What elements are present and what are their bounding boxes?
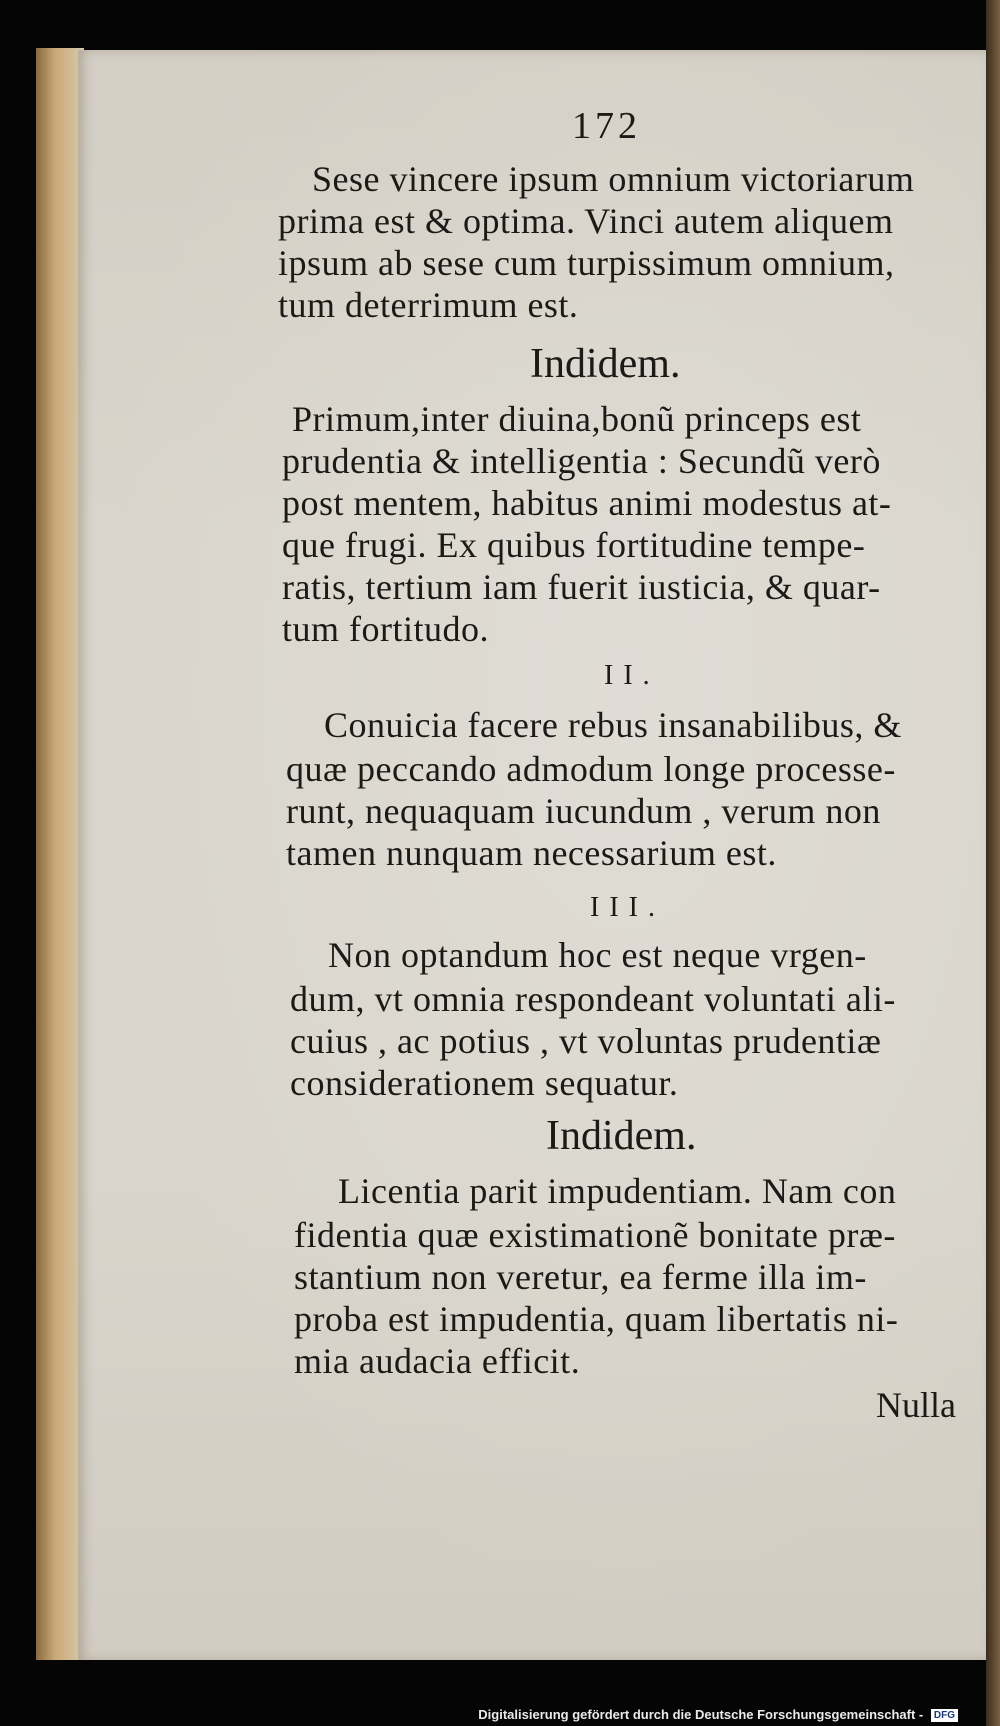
text-line: proba est impudentia, quam libertatis ni- [294, 1299, 899, 1339]
section-numeral: II. [604, 660, 660, 691]
section-heading: Indidem. [546, 1113, 697, 1159]
text-line: que frugi. Ex quibus fortitudine tempe- [282, 525, 866, 565]
book-edge-left [36, 48, 84, 1660]
text-line: stantium non veretur, ea ferme illa im- [294, 1257, 867, 1297]
text-line: tum deterrimum est. [278, 285, 579, 325]
catchword: Nulla [876, 1385, 956, 1425]
text-line: cuius , ac potius , vt voluntas prudentiæ [290, 1021, 882, 1061]
section-numeral: III. [590, 892, 665, 923]
text-line: tum fortitudo. [282, 609, 489, 649]
text-line: considerationem sequatur. [290, 1063, 679, 1103]
dfg-logo: DFG [931, 1709, 958, 1722]
digitization-credit [0, 1707, 1000, 1722]
text-line: dum, vt omnia respondeant voluntati ali- [290, 979, 896, 1019]
text-line: tamen nunquam necessarium est. [286, 833, 777, 873]
text-line: Conuicia facere rebus insanabilibus, & [324, 705, 902, 745]
text-line: prudentia & intelligentia : Secundũ verò [282, 441, 881, 481]
text-line: quæ peccando admodum longe processe- [286, 749, 896, 789]
text-line: Sese vincere ipsum omnium victoriarum [312, 159, 915, 199]
section-heading: Indidem. [530, 341, 681, 387]
page-number: 172 [572, 105, 641, 147]
text-line: mia audacia efficit. [294, 1341, 581, 1381]
text-line: ipsum ab sese cum turpissimum omnium, [278, 243, 895, 283]
text-line: fidentia quæ existimationẽ bonitate præ- [294, 1215, 896, 1255]
text-line: Primum,inter diuina,bonũ princeps est [292, 399, 862, 439]
text-line: Non optandum hoc est neque vrgen- [328, 935, 867, 975]
text-line: Licentia parit impudentiam. Nam con [338, 1171, 897, 1211]
text-line: ratis, tertium iam fuerit iusticia, & quar- [282, 567, 881, 607]
text-line: prima est & optima. Vinci autem aliquem [278, 201, 894, 241]
text-line: post mentem, habitus animi modestus at- [282, 483, 892, 523]
text-line: runt, nequaquam iucundum , verum non [286, 791, 881, 831]
book-edge-right [986, 0, 1000, 1726]
credit-text: Digitalisierung gefördert durch die Deutsche Forschungsgemeinschaft - [478, 1706, 924, 1722]
